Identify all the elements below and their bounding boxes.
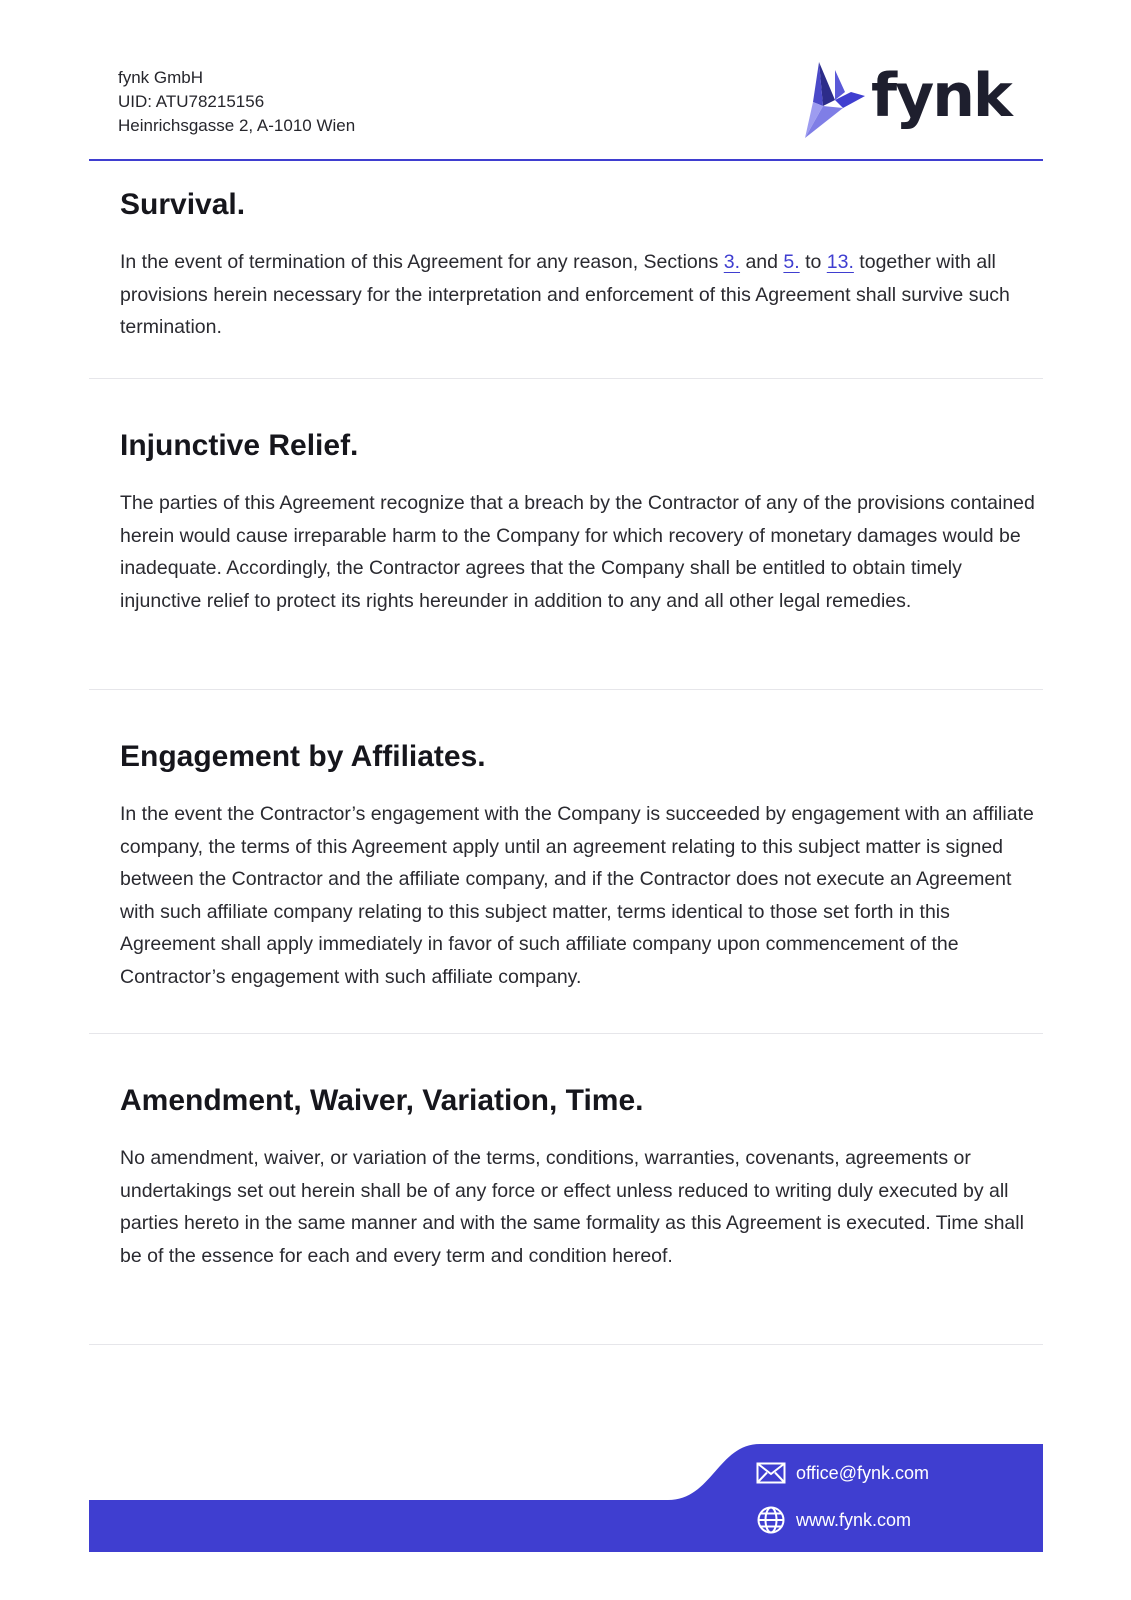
- section-link-13[interactable]: 13.: [826, 251, 854, 273]
- company-address: Heinrichsgasse 2, A-1010 Wien: [118, 116, 356, 135]
- fynk-logo: [805, 62, 1011, 138]
- header-rule: [89, 159, 1043, 161]
- section-body: [120, 246, 1045, 344]
- footer-website[interactable]: [756, 1505, 911, 1535]
- section-title: Survival.: [120, 188, 246, 221]
- logo-wordmark: fynk: [871, 61, 1011, 131]
- envelope-icon: [756, 1462, 786, 1484]
- section-divider: [89, 1344, 1043, 1345]
- bird-logo-icon: [805, 62, 865, 138]
- section-link-3[interactable]: 3.: [723, 251, 741, 273]
- globe-icon: [756, 1505, 786, 1535]
- body-text: and: [740, 251, 784, 273]
- company-uid: UID: ATU78215156: [118, 92, 265, 111]
- company-details: [118, 66, 355, 138]
- body-text: to: [799, 251, 827, 273]
- body-text: In the event of termination of this Agreement for any reason, Sections: [120, 251, 724, 273]
- section-body: In the event the Contractor’s engagement with the Company is succeeded by engagement with an affiliate company, the terms of this Agreement apply until an agreement relating to this subject matter is signed between the Contractor and the affiliate company, and if the Contractor does not execute an Agreement with such affiliate company relating to this subject matter, terms identical to those set forth in this Agreement shall apply immediately in favor of such affiliate company upon commencement of the Contractor’s engagement with such affiliate company.: [120, 803, 1034, 988]
- website-link[interactable]: www.fynk.com: [796, 1509, 912, 1530]
- section-link-5[interactable]: 5.: [783, 251, 800, 273]
- company-name: fynk GmbH: [118, 68, 204, 87]
- section-title: Engagement by Affiliates.: [120, 740, 486, 773]
- section-title: Amendment, Waiver, Variation, Time.: [120, 1084, 644, 1117]
- section-divider: [89, 689, 1043, 690]
- section-body: The parties of this Agreement recognize that a breach by the Contractor of any of the provisions contained herein would cause irreparable harm to the Company for which recovery of monetary damages would be inadequate. Accordingly, the Contractor agrees that the Company shall be entitled to obtain timely injunctive relief to protect its rights hereunder in addition to any and all other legal remedies.: [120, 492, 1035, 612]
- body-text: together with all provisions herein necessary for the interpretation and enforcement of this Agreement shall survive such termination.: [120, 251, 1010, 338]
- section-divider: [89, 1033, 1043, 1034]
- footer-band: [0, 1440, 1131, 1560]
- section-body: No amendment, waiver, or variation of the terms, conditions, warranties, covenants, agreements or undertakings set out herein shall be of any force or effect unless reduced to writing duly executed by all parties hereto in the same manner and with the same formality as this Agreement is executed. Time shall be of the essence for each and every term and condition hereof.: [120, 1147, 1024, 1267]
- footer-email[interactable]: [756, 1462, 929, 1484]
- section-divider: [89, 378, 1043, 379]
- section-title: Injunctive Relief.: [120, 429, 359, 462]
- email-link[interactable]: office@fynk.com: [796, 1462, 929, 1483]
